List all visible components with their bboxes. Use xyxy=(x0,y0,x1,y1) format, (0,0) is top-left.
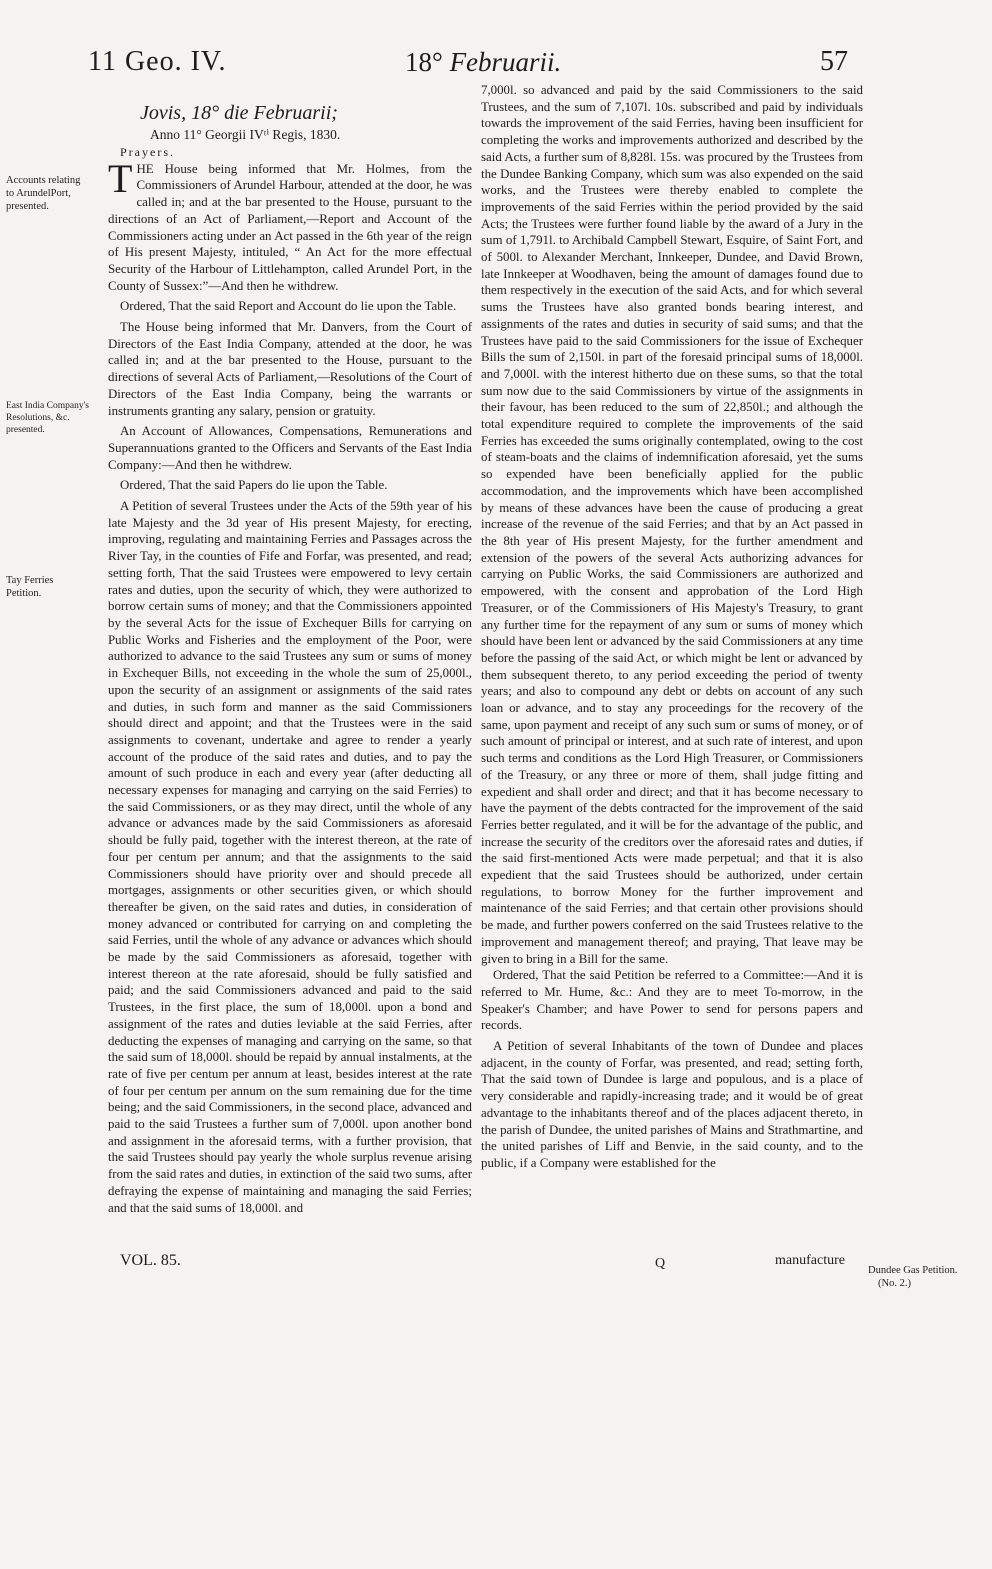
margin-note-east-india: East India Company's Resolutions, &c. presented. xyxy=(6,401,89,435)
paragraph-ordered-committee: Ordered, That the said Petition be referred to a Committee:—And it is referred to Mr. Hume, &c.: And they are to meet To-morrow, in the Speaker's Chamber; and have Power to send for persons papers and records. xyxy=(481,968,863,1033)
paragraph-arundel xyxy=(108,155,472,295)
header-regnal-year: 11 Geo. IV. xyxy=(88,46,227,77)
day-heading: Jovis, 18° die Februarii; xyxy=(140,102,338,124)
volume-number: VOL. 85. xyxy=(120,1252,181,1269)
margin-note-dundee-gas xyxy=(868,1264,988,1290)
paragraph-tay-petition: A Petition of several Trustees under the Acts of the 59th year of his late Majesty and the 3d year of His present Majesty, for erecting, improving, regulating and maintaining Ferries and Passages across the River Tay, in the counties of Fife and Forfar, was presented, and read; setting forth, That the said Trustees were empowered to levy certain rates and duties, upon the security of which, they were authorized to borrow certain sums of money; and that the Commissioners appointed by the several Acts for the issue of Exchequer Bills for carrying on Public Works and Fisheries and the employment of the Poor, were authorized to advance to the said Trustees any sum or sums of money in Exchequer Bills, not exceeding in the whole the sum of 25,000l., upon the security of an assignment or assignments of the said rates and duties, in such form and manner as the said Commissioners should direct and appoint; and that the Trustees were in the said assignments to covenant, undertake and agree to render a yearly account of the produce of the said rates and duties, and to pay the amount of such produce in each and every year (after deducting all necessary expenses for managing and carrying on the said Ferries) to the said Commissioners, or as they may direct, until the whole of any advance or advances made by the said Commissioners as aforesaid should be fully paid, together with the interest thereon, at the rate of four per centum per annum; and that the assignments to the said Commissioners should have priority over and should precede all mortgages, assignments or other securities given, or which should thereafter be given, on the said rates and duties, in consideration of money advanced or contributed for carrying on and completing the said Ferries, until the whole of any advance or advances which should be made by the said Commissioners as aforesaid, together with interest thereon at the rate aforesaid, should be fully satisfied and paid; and the said Commissioners advanced and paid to the said Trustees, in the first place, the sum of 18,000l. upon a bond and assignment of the rates and duties leviable at the said Ferries, after deducting the expenses of managing and carrying on the same, so that the said sum of 18,000l. should be repaid by annual instalments, at the rate of five per centum per annum at least, besides interest at the rate of four per centum per annum on the sum remaining due for the time being; and the said Commissioners, in the second place, advanced and paid to the said Trustees a further sum of 7,000l. upon another bond and assignment in the aforesaid terms, with a further provision, that the said Trustees should pay yearly the whole surplus revenue arising from the said rates and duties, in extinction of the said two sums, after defraying the expense of maintaining and managing the said Ferries; and that the said sums of 18,000l. and xyxy=(108,499,472,1215)
paragraph-ordered-report: Ordered, That the said Report and Account do lie upon the Table. xyxy=(120,299,457,314)
margin-note-dundee-gas-number: (No. 2.) xyxy=(878,1278,911,1289)
paragraph-allowances: An Account of Allowances, Compensations, Remunerations and Superannuations granted to the Officers and Servants of the East India Company:—And then he withdrew. xyxy=(108,424,472,472)
paragraph-ordered-papers: Ordered, That the said Papers do lie upon the Table. xyxy=(120,478,388,493)
page-number: 57 xyxy=(820,46,848,77)
anno-regis: Anno 11° Georgii IVᵗⁱ Regis, 1830. xyxy=(150,127,341,142)
left-column xyxy=(108,100,472,1216)
paragraph-arundel-text: HE House being informed that Mr. Holmes, from the Commissioners of Arundel Harbour, attended at the door, he was called in; and at the bar presented to the House, pursuant to the directions of an Act of Parliament,—Report and Account of the Commissioners acting under an Act passed in the 6th year of the reign of His present Majesty, intituled, “ An Act for the more effectual Security of the Harbour of Littlehampton, called Arundel Port, in the County of Sussex:”—And then he withdrew. xyxy=(108,161,472,293)
drop-cap: T xyxy=(108,155,133,201)
header-date xyxy=(405,46,561,78)
paragraph-east-india: The House being informed that Mr. Danvers, from the Court of Directors of the East India Company, attended at the door, he was called in; and at the bar presented to the House, pursuant to the directions of several Acts of Parliament,—Resolutions of the Court of Directors of the East India Company, being the warrants or instruments granting any salary, pension or gratuity. xyxy=(108,320,472,418)
header-month: Februarii. xyxy=(449,47,562,77)
paragraph-dundee-gas: A Petition of several Inhabitants of the town of Dundee and places adjacent, in the county of Forfar, was presented, and read; setting forth, That the said town of Dundee is large and populous, and is a place of very considerable and rapidly-increasing trade; and it would be of great advantage to the inhabitants thereof and of the places adjacent thereto, in the parish of Dundee, the united parishes of Mains and Strathmartine, and the united parishes of Liff and Benvie, in the said county, and to the public, if a Company were established for the xyxy=(481,1039,863,1170)
signature-mark: Q xyxy=(655,1256,666,1271)
margin-note-accounts: Accounts relating to ArundelPort, presented. xyxy=(6,175,81,212)
paragraph-tay-continued: 7,000l. so advanced and paid by the said Commissioners to the said Trustees, and the sum of 7,107l. 10s. subscribed and paid by individuals towards the improvement of the said Ferries, having been insufficient for completing the works and improvements authorized and described by the said Acts, a further sum of 8,828l. 15s. was procured by the Trustees from the Dundee Banking Company, which sum was also expended on the said works, and the Trustees were thereby enabled to complete the improvements of the said Ferries within the period provided by the said Acts; the Trustees were further found liable by the award of a Jury in the sum of 1,791l. to Archibald Campbell Stewart, Esquire, of Saint Fort, and of 500l. to Alexander Merchant, Innkeeper, Dundee, and David Brown, late Innkeeper at Woodhaven, being the amount of damages found due to them respectively in the execution of the said Acts, and for which several sums the Trustees have also granted bonds bearing interest, and assignments of the rates and duties in security of said sums; and that the Trustees have paid to the said Commissioners for the issue of Exchequer Bills the sum of 2,150l. in part of the foresaid principal sums of 18,000l. and 7,000l. with the interest hitherto due on these sums, so that the total sum now due to the said Commissioners by virtue of the assignments in their favour, has been reduced to the sum of 22,850l.; and although the total expenditure required to complete the improvements of the said Ferries has exceeded the sums originally contemplated, owing to the cost of steam-boats and the claims of indemnification aforesaid, yet the sums so expended have been beneficially applied for the public accommodation, and the improvements which have been accomplished by means of these advances have been the cause of producing a great increase of the revenue of the said Ferries; and that by an Act passed in the 8th year of His present Majesty, for the further amendment and extension of the powers of the several Acts authorizing advances for carrying on Public Works, the said Commissioners are authorized and empowered, with the consent and approbation of the Lord High Treasurer, or of the Commissioners of His Majesty's Treasury, to grant any further time for the repayment of any sum or sums of money which should have been lent or advanced by the said Commissioners at any time before the passing of the said Act, or which might be lent or advanced by them subsequent thereto, to any period exceeding the period of twenty years; and also to compound any debt or debts on account of any such loan or advance, and to stay any proceedings for the recovery of the same, upon payment and receipt of any such sum or sums of money, or of such amount of principal or interest, and at such rate of interest, and upon such terms and conditions as the Lord High Treasurer, or Commissioners of the Treasury, or any three or more of them, shall judge fitting and expedient and shall order and direct; and that it has become necessary to have the payment of the debts contracted for the improvement of the said Ferries better regulated, and it will be for the advantage of the public, and increase the security of the creditors over the aforesaid rates and duties, if the said first-mentioned Acts were made perpetual; and that it is also expedient that the said Trustees should be authorized, under certain regulations, to borrow Money for the further improvement and maintenance of the said Ferries; and that certain other provisions should be made, and further powers conferred on the said Trustees relative to the improvement and management thereof; and praying, That leave may be given to bring in a Bill for the same. xyxy=(481,83,863,966)
catchword: manufacture xyxy=(775,1253,845,1268)
right-column xyxy=(481,82,863,1172)
margin-note-tay-ferries: Tay Ferries Petition. xyxy=(6,575,54,599)
header-day: 18° xyxy=(405,47,443,77)
prayers-heading: Prayers. xyxy=(120,145,175,159)
margin-note-dundee-gas-title: Dundee Gas Petition. xyxy=(868,1265,958,1276)
